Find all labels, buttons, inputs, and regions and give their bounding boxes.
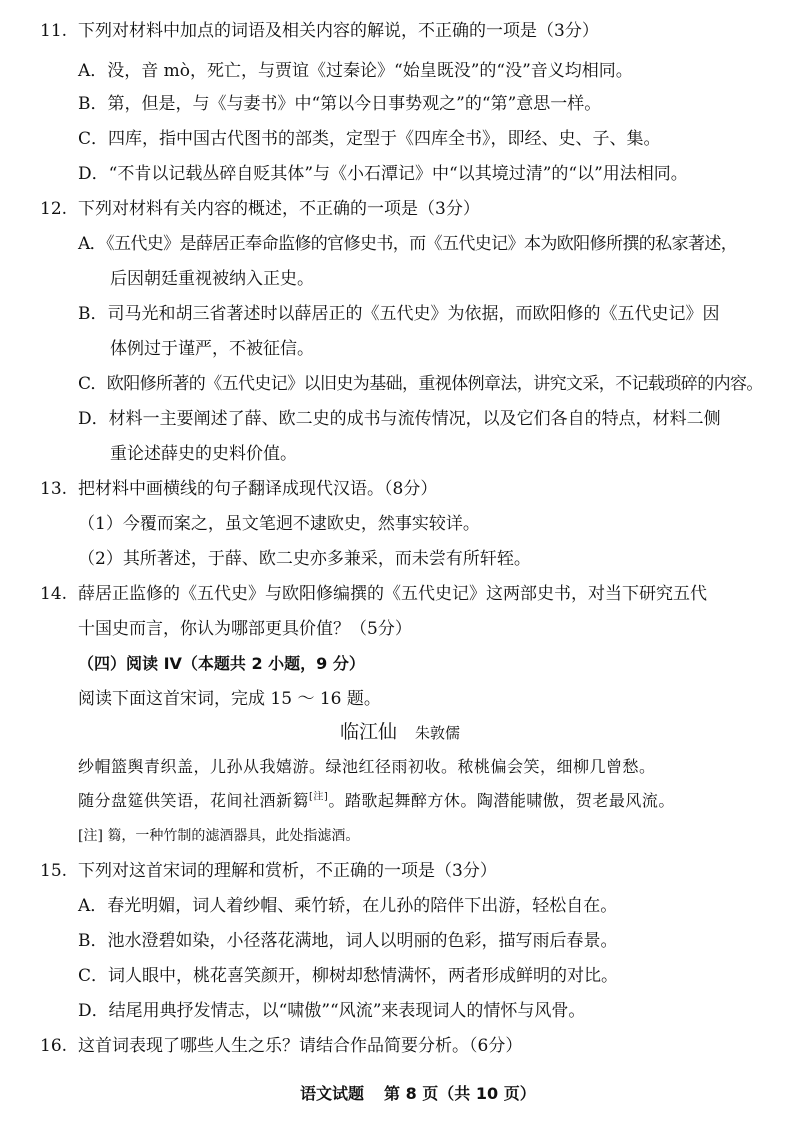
q14-line-2: 十国史而言，你认为哪部更具价值？（5分） (78, 619, 412, 639)
page-footer (300, 1083, 536, 1105)
q15-number: 15. (40, 861, 68, 881)
section-heading: （四）阅读 IV（本题共 2 小题，9 分） (78, 654, 365, 673)
footer-subject: 语文试题 (300, 1084, 365, 1103)
q11-option-c: C．四库，指中国古代图书的部类，定型于《四库全书》，即经、史、子、集。 (78, 129, 661, 149)
q12-option-d-line2: 重论述薛史的史料价值。 (110, 444, 297, 464)
q13-number: 13. (40, 479, 68, 499)
poem-line-1: 纱帽篮舆青织盖，儿孙从我嬉游。绿池红径雨初收。秾桃偏会笑，细柳几曾愁。 (78, 757, 656, 776)
q12-option-c: C．欧阳修所著的《五代史记》以旧史为基础，重视体例章法，讲究文采，不记载琐碎的内容。 (78, 374, 763, 394)
q16-stem: 这首词表现了哪些人生之乐？请结合作品简要分析。（6分） (78, 1036, 523, 1056)
q13-sentence-1: （1）今覆而案之，虽文笔迥不逮欧史，然事实较详。 (78, 514, 480, 534)
q11-stem: 下列对材料中加点的词语及相关内容的解说，不正确的一项是（3分） (78, 21, 599, 41)
poem-title-line (340, 721, 460, 744)
q14-number: 14. (40, 584, 68, 604)
q15-stem: 下列对这首宋词的理解和赏析，不正确的一项是（3分） (78, 861, 497, 881)
q15-option-a: A．春光明媚，词人着纱帽、乘竹轿，在儿孙的陪伴下出游，轻松自在。 (78, 896, 618, 916)
poem-author: 朱敦儒 (415, 724, 461, 742)
q13-stem: 把材料中画横线的句子翻译成现代汉语。（8分） (78, 479, 438, 499)
poem-note-mark: [注] (309, 791, 329, 803)
q12-option-a-line1: A．《五代史》是薛居正奉命监修的官修史书，而《五代史记》本为欧阳修所撰的私家著述， (78, 234, 738, 254)
q16-number: 16. (40, 1036, 68, 1056)
poem-note: [注] 篘，一种竹制的滤酒器具，此处指滤酒。 (78, 828, 360, 844)
q12-stem: 下列对材料有关内容的概述，不正确的一项是（3分） (78, 199, 480, 219)
q15-option-c: C．词人眼中，桃花喜笑颜开，柳树却愁情满怀，两者形成鲜明的对比。 (78, 966, 619, 986)
q12-number: 12. (40, 199, 68, 219)
poem-title: 临江仙 (340, 721, 398, 743)
q11-option-d: D．“不肯以记载丛碎自贬其体”与《小石潭记》中“以其境过清”的“以”用法相同。 (78, 164, 688, 184)
footer-page: 第 8 页（共 10 页） (384, 1084, 536, 1103)
q11-option-b: B．第，但是，与《与妻书》中“第以今日事势观之”的“第”意思一样。 (78, 94, 602, 114)
q12-option-d-line1: D．材料一主要阐述了薛、欧二史的成书与流传情况，以及它们各自的特点，材料二侧 (78, 409, 721, 429)
section-instruction: 阅读下面这首宋词，完成 15 ～ 16 题。 (78, 689, 381, 709)
poem-line-2b: 。踏歌起舞醉方休。陶潜能啸傲，贺老最风流。 (328, 791, 675, 810)
q12-option-b-line1: B．司马光和胡三省著述时以薛居正的《五代史》为依据，而欧阳修的《五代史记》因 (78, 304, 720, 324)
q12-option-b-line2: 体例过于谨严，不被征信。 (110, 339, 314, 359)
q11-number: 11. (40, 21, 68, 41)
q15-option-d: D．结尾用典抒发情志，以“啸傲”“风流”来表现词人的情怀与风骨。 (78, 1001, 586, 1021)
q13-sentence-2: （2）其所著述，于薛、欧二史亦多兼采，而未尝有所轩轾。 (78, 549, 531, 569)
q15-option-b: B．池水澄碧如染，小径落花满地，词人以明丽的色彩，描写雨后春景。 (78, 931, 618, 951)
q11-option-a: A．没，音 mò，死亡，与贾谊《过秦论》“始皇既没”的“没”音义均相同。 (78, 61, 633, 81)
poem-line-2 (78, 790, 675, 812)
q14-line-1: 薛居正监修的《五代史》与欧阳修编撰的《五代史记》这两部史书，对当下研究五代 (78, 584, 707, 604)
q12-option-a-line2: 后因朝廷重视被纳入正史。 (110, 269, 314, 289)
poem-line-2a: 随分盘筵供笑语，花间社酒新篘 (78, 791, 310, 810)
